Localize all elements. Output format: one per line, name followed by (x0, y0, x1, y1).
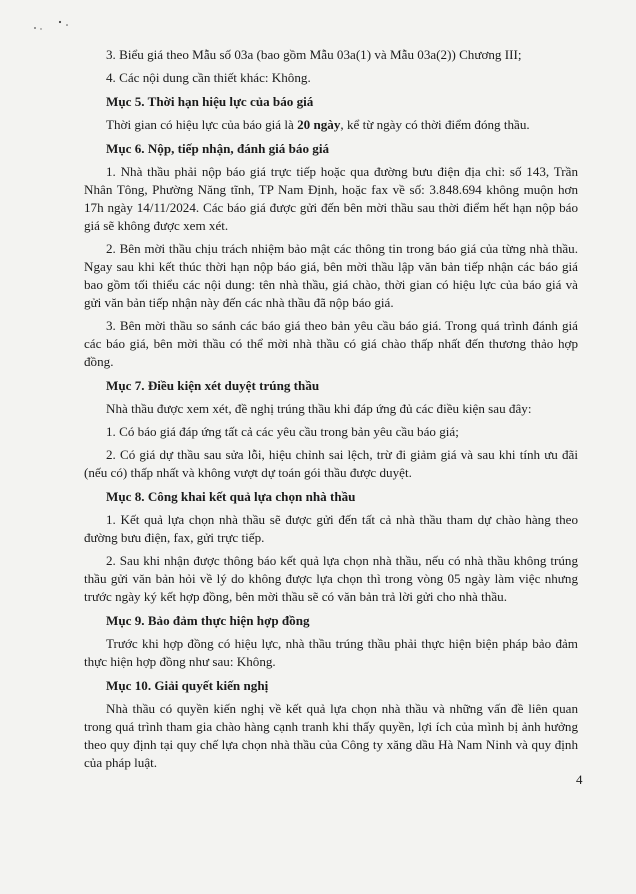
section-8-item-2: 2. Sau khi nhận được thông báo kết quả lựa chọn nhà thầu, nếu có nhà thầu không trúng thầu gửi văn bản hỏi về lý do không được lựa chọn thì trong vòng 05 ngày làm việc nhưng trước ngày ký kết hợp đồng, bên mời thầu sẽ có văn bản trả lời gửi cho nhà thầu. (84, 553, 578, 604)
section-9-heading: Mục 9. Bảo đảm thực hiện hợp đồng (106, 613, 310, 628)
section-8-item-1: 1. Kết quả lựa chọn nhà thầu sẽ được gửi đến tất cả nhà thầu tham dự chào hàng theo đường bưu điện, fax, gửi trực tiếp. (84, 512, 578, 545)
section-7-item-1: 1. Có báo giá đáp ứng tất cả các yêu cầu trong bản yêu cầu báo giá; (106, 424, 459, 439)
validity-text-pre: Thời gian có hiệu lực của báo giá là (106, 117, 298, 132)
section-10-heading: Mục 10. Giải quyết kiến nghị (106, 678, 269, 693)
section-7-heading: Mục 7. Điều kiện xét duyệt trúng thầu (106, 378, 320, 393)
section-9-paragraph: Trước khi hợp đồng có hiệu lực, nhà thầu trúng thầu phải thực hiện biện pháp bảo đảm thực hiện hợp đồng như sau: Không. (84, 636, 578, 669)
scan-specks (32, 18, 82, 32)
section-6-item-1: 1. Nhà thầu phải nộp báo giá trực tiếp hoặc qua đường bưu điện địa chỉ: số 143, Trần Nhân Tông, Phường Năng tĩnh, TP Nam Định, hoặc fax về số: 3.848.694 không muộn hơn 17h ngày 14/11/2024. Các báo giá được gửi đến bên mời thầu sau thời điểm hết hạn nộp báo giá sẽ không được xem xét. (84, 164, 578, 233)
section-7-intro: Nhà thầu được xem xét, đề nghị trúng thầu khi đáp ứng đủ các điều kiện sau đây: (106, 401, 532, 416)
section-8-heading: Mục 8. Công khai kết quả lựa chọn nhà thầu (106, 489, 356, 504)
section-6-item-2: 2. Bên mời thầu chịu trách nhiệm bảo mật các thông tin trong báo giá của từng nhà thầu. Ngay sau khi kết thúc thời hạn nộp báo giá, bên mời thầu lập văn bản tiếp nhận các báo giá bao gồm tối thiểu các nội dung: tên nhà thầu, giá chào, thời gian có hiệu lực của báo giá và gửi văn bản tiếp nhận này đến các nhà thầu đã nộp báo giá. (84, 241, 578, 310)
section-7-item-2: 2. Có giá dự thầu sau sửa lỗi, hiệu chỉnh sai lệch, trừ đi giảm giá và sau khi tính ưu đãi (nếu có) thấp nhất và không vượt dự toán gói thầu được duyệt. (84, 447, 578, 480)
section-5-heading: Mục 5. Thời hạn hiệu lực của báo giá (106, 94, 314, 109)
section-6-item-3: 3. Bên mời thầu so sánh các báo giá theo bản yêu cầu báo giá. Trong quá trình đánh giá các báo giá, bên mời thầu có thể mời nhà thầu có giá chào thấp nhất đến thương thảo hợp đồng. (84, 318, 578, 369)
section-5-paragraph (84, 116, 578, 134)
page-number: 4 (576, 772, 583, 787)
section-10-paragraph: Nhà thầu có quyền kiến nghị về kết quả lựa chọn nhà thầu và những vấn đề liên quan trong quá trình tham gia chào hàng cạnh tranh khi thấy quyền, lợi ích của mình bị ảnh hưởng theo quy định tại quy chế lựa chọn nhà thầu của Công ty xăng dầu Hà Nam Ninh và quy định của pháp luật. (84, 701, 578, 770)
validity-days: 20 ngày (297, 117, 341, 132)
document-body (84, 46, 578, 772)
item-3-price-schedule: 3. Biểu giá theo Mẫu số 03a (bao gồm Mẫu 03a(1) và Mẫu 03a(2)) Chương III; (106, 47, 522, 62)
validity-text-post: , kể từ ngày có thời điểm đóng thầu. (340, 117, 530, 132)
item-4-other-content: 4. Các nội dung cần thiết khác: Không. (106, 70, 311, 85)
section-6-heading: Mục 6. Nộp, tiếp nhận, đánh giá báo giá (106, 141, 330, 156)
